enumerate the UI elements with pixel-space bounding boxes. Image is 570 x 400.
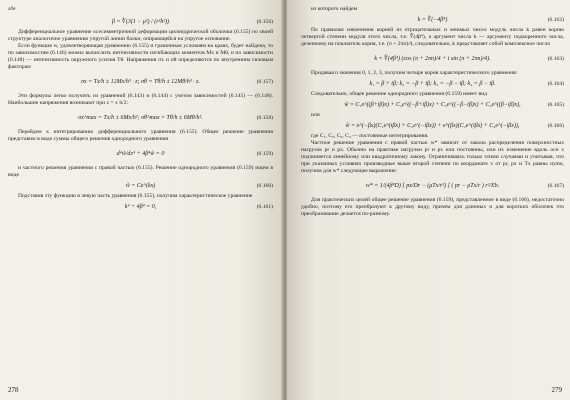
paragraph: и частного решения уравнения с правой частью (6.155). Решение однородного уравнения (6.159) ищем в виде <box>8 165 273 178</box>
right-page <box>287 0 570 400</box>
equation-number: (6.164) <box>547 81 564 87</box>
left-page-content <box>8 6 273 214</box>
equation <box>301 48 564 70</box>
paragraph: Частное решение уравнения с правой частью w* зависит от закона распределения поверхностных нагрузок pr и px. Обычно на практике нагрузки pr и px или постоянны, или их изменение вдоль оси x подчиняется линейному или квадратичному закону. Ограничиваясь только этими случаями и учитывая, что при указанных условиях производные выше второй степени по координате x от pr, px и Tx равны нулю, получим для w* следующее выражение: <box>301 140 564 174</box>
equation <box>8 179 273 193</box>
equation-number: (6.162) <box>547 17 564 23</box>
equation <box>301 119 564 133</box>
paragraph: из которого найдем <box>311 6 358 12</box>
page-number-right: 279 <box>551 386 562 394</box>
equation-formula: k = ∜(−4β⁴) <box>417 17 448 23</box>
equation-number: (6.156) <box>256 19 273 25</box>
intro-word: где <box>8 6 16 12</box>
paragraph: Если функция w, удовлетворяющая уравнению (6.155) и граничным условиям на краях, будет найдена, то по зависимостям (6.146) можно вычислить интенсивности изгибающих моментов Mx и Mθ, и по зависимости (6.148) — интенсивность окружного усилия Tθ. Напряжения σx и σθ определяются по внутренним силовым факторам <box>8 43 273 70</box>
equation-formula: w̃ = Ce^(kx) <box>125 183 156 189</box>
left-page <box>0 0 283 400</box>
equation <box>8 200 273 214</box>
page-number-left: 278 <box>8 386 19 394</box>
equation-formula: w̃ = C₁e^((β+iβ)x) + C₂e^((−β+iβ)x) + C₃e^((−β−iβ)x) + C₄e^((β−iβ)x), <box>344 102 521 108</box>
equation <box>301 77 564 91</box>
right-text-blocks <box>301 6 564 218</box>
equation-number: (6.158) <box>256 115 273 121</box>
right-page-content <box>301 6 564 218</box>
equation-number: (6.157) <box>256 79 273 85</box>
equation-formula: σx^max = Tx/h ± 6Mx/h²; σθ^max = Tθ/h ± 6Mθ/h². <box>78 115 203 121</box>
paragraph: Для практических целей общее решение уравнения (6.159), представленное в виде (6.166), недостаточно удобно, поэтому его преобразуют к другому виду, причем для длинных и для коротких оболочек это преобразование делается по-разному. <box>301 197 564 217</box>
equation-number: (6.159) <box>256 151 273 157</box>
paragraph: Подставив эту функцию в левую часть уравнения (6.155), получим характеристическое уравнение <box>18 193 253 199</box>
equation-formula: k₁ = β + iβ; k₂ = −β + iβ; k₃ = −β − iβ; k₄ = β − iβ. <box>369 81 496 87</box>
equation <box>8 15 273 29</box>
equation-number: (6.167) <box>547 183 564 189</box>
paragraph: Дифференциальное уравнение осесимметричной деформации цилиндрической оболочки (6.155) по своей структуре аналогично уравнению упругой линии балки, опирающейся на упругое основание. <box>8 29 273 42</box>
equation-number: (6.165) <box>547 102 564 108</box>
paragraph: Придавая n значения 0, 1, 2, 3, получим четыре корня характеристического уравнения: <box>311 70 518 76</box>
equation-formula: k = ∜(4β⁴) (cos (π + 2πn)/4 + i sin (π + 2πn)/4). <box>374 56 491 62</box>
paragraph: где C₁, C₂, C₃, C₄ — постоянные интегрирования. <box>311 133 429 139</box>
equation-formula: σx = Tx/h ± 12Mx/h³ · z; σθ = Tθ/h ± 12Mθ/h³ · z. <box>80 79 201 85</box>
equation-number: (6.160) <box>256 183 273 189</box>
equation-formula: w* = 1/(4β⁴D) [ px/Dr − (μTx/r²) ] ( pr − μTx/r ) r²/Eh. <box>365 183 500 189</box>
equation <box>301 13 564 27</box>
paragraph: Перейдем к интегрированию дифференциального уравнения (6.155). Общее решение уравнения представим в виде суммы общего решения однородного уравнения <box>8 129 273 142</box>
equation-number: (6.161) <box>256 204 273 210</box>
paragraph: Следовательно, общее решение однородного уравнения (6.159) имеет вид <box>311 91 487 97</box>
paragraph: Эти формулы легко получить из уравнений (6.143) и (6.144) с учетом зависимостей (6.145) — (6.148). Наибольшие напряжения возникают при z = ± h/2: <box>8 93 273 106</box>
equation <box>301 98 564 112</box>
paragraph: По правилам извлечения корней из отрицательных и мнимых чисел модуль числа k равен корню четвертой степени модуля этого числа, т.е. ∜(4β⁴), а аргумент числа k — аргументу подкоренного числа, деленному на показатель корня, т.е. (π + 2πn)/4, следовательно, k представляет собой комплексное число <box>301 27 564 47</box>
equation <box>301 175 564 197</box>
equation-formula: w̃ = e^(−βx)(C₁e^(iβx) + C₂e^(−iβx)) + e^(βx)(C₃e^(iβx) + C₄e^(−iβx)), <box>345 123 520 129</box>
equation <box>8 107 273 129</box>
equation-formula: β = ∜(3(1 − μ²) / (r²h²)) <box>111 19 170 25</box>
equation <box>8 143 273 165</box>
equation-formula: k⁴ + 4β⁴ = 0, <box>124 204 157 210</box>
paragraph: или <box>311 112 320 118</box>
equation-number: (6.166) <box>547 123 564 129</box>
equation <box>8 71 273 93</box>
equation-formula: d⁴w̃/dx⁴ + 4β⁴w̃ = 0 <box>116 151 165 157</box>
equation-number: (6.163) <box>547 56 564 62</box>
left-text-blocks <box>8 15 273 214</box>
